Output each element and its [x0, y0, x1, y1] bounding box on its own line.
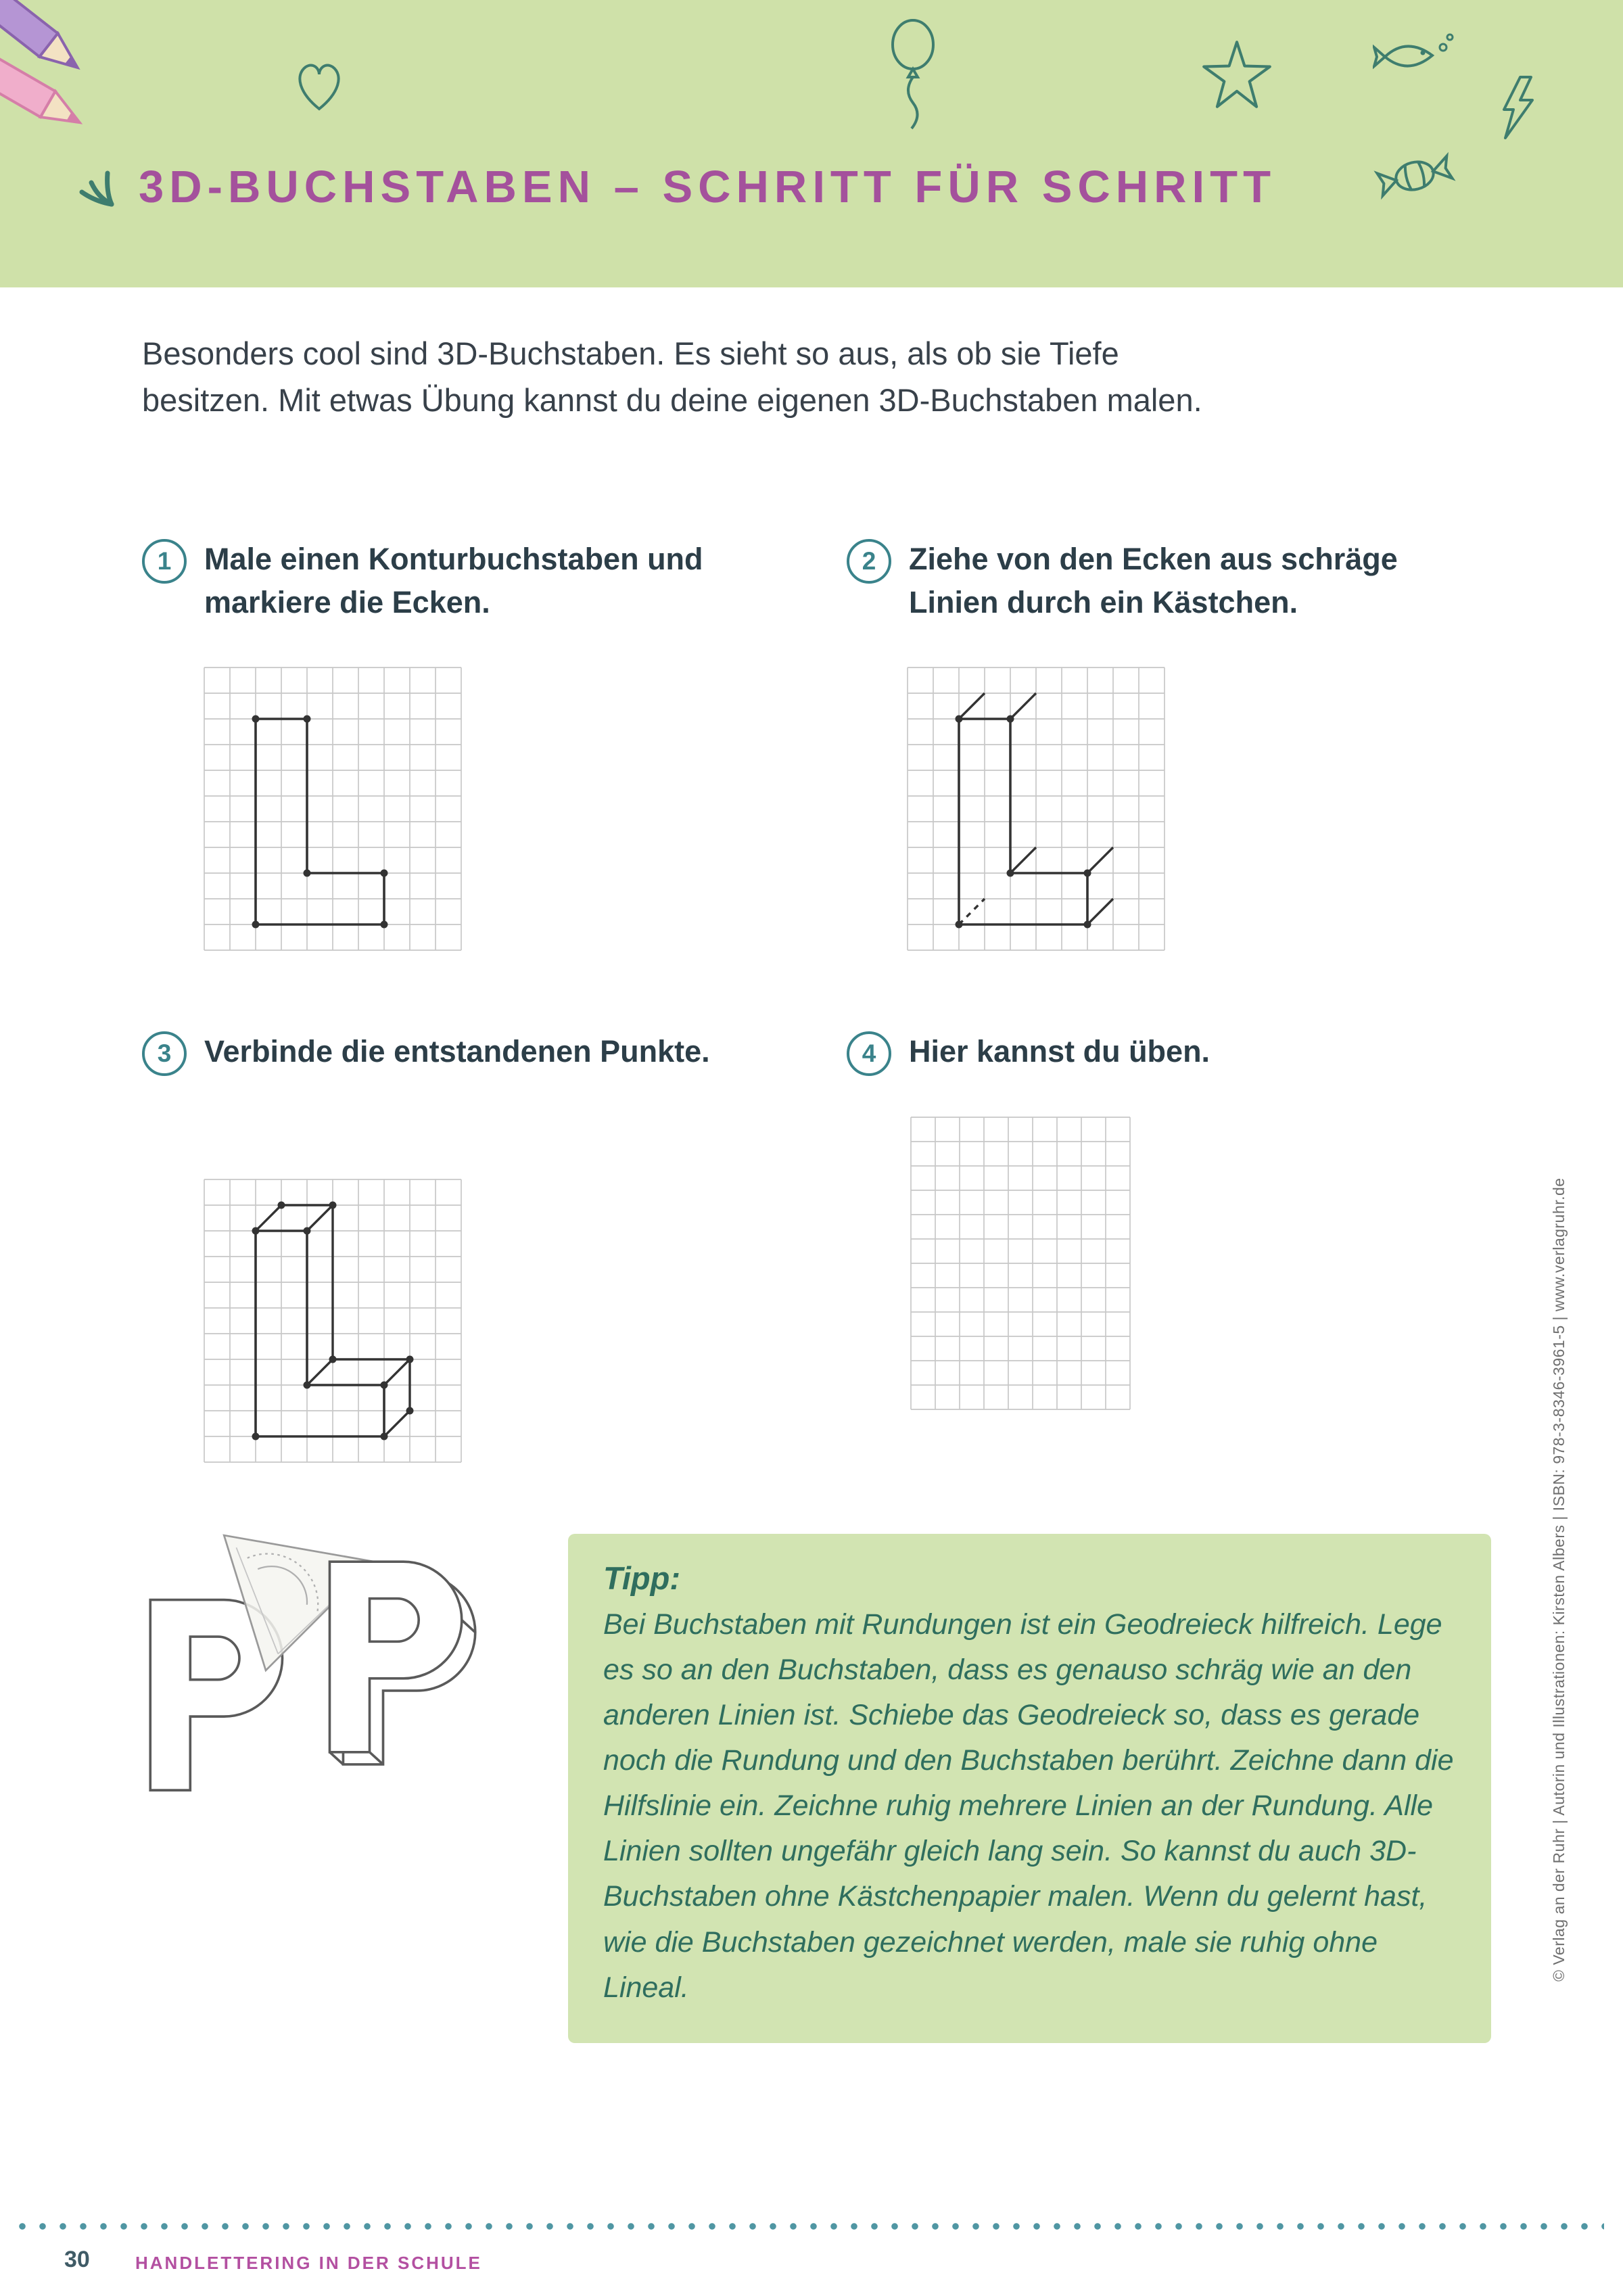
step-4 — [847, 1030, 1210, 1076]
tip-box — [568, 1534, 1491, 2043]
lightning-icon — [1500, 76, 1537, 140]
candy-icon — [1369, 147, 1461, 205]
step-3-text: Verbinde die entstandenen Punkte. — [204, 1034, 710, 1069]
step-2-text: Ziehe von den Ecken aus schräge Linien durch ein Kästchen. — [909, 542, 1398, 620]
sparkle-icon — [71, 157, 124, 216]
intro-text: Besonders cool sind 3D-Buchstaben. Es sieht so aus, als ob sie Tiefe besitzen. Mit etwas Übung kannst du deine eigenen 3D-Buchstaben malen. — [142, 335, 1202, 419]
header-band — [0, 0, 1623, 287]
balloon-icon — [879, 12, 954, 134]
step-1-number: 1 — [142, 539, 187, 584]
star-icon — [1200, 39, 1273, 110]
fish-icon — [1373, 28, 1457, 83]
tip-text: Bei Buchstaben mit Rundungen ist ein Geodreieck hilfreich. Lege es so an den Buchstaben, dass es genauso schräg wie an den anderen Linien ist. Schiebe das Geodreieck so, dass es gerade noch die Rundung und den Buchstaben berührt. Zeichne dann die Hilfslinie ein. Zeichne ruhig mehrere Linien an der Rundung. Alle Linien sollten ungefähr gleich lang sein. So kannst du auch 3D-Buchstaben ohne Kästchenpapier malen. Wenn du gelernt hast, wie die Buchstaben gezeichnet werden, male sie ruhig ohne Lineal. — [603, 1608, 1454, 2004]
heart-icon — [291, 57, 348, 115]
step-3-number: 3 — [142, 1031, 187, 1076]
figure-step-3-grid — [203, 1178, 463, 1467]
colored-pencils-illustration — [0, 0, 243, 156]
figure-step-1-grid — [203, 666, 463, 955]
step-2 — [847, 538, 1450, 625]
practice-grid — [910, 1116, 1131, 1414]
footer-series-title: HANDLETTERING IN DER SCHULE — [135, 2253, 482, 2273]
footer-divider — [19, 2223, 1604, 2230]
step-1 — [142, 538, 745, 625]
figure-step-2-grid — [906, 666, 1166, 955]
page-number: 30 — [64, 2247, 90, 2272]
tip-label: Tipp: — [603, 1560, 680, 1596]
step-3 — [142, 1030, 710, 1076]
step-4-text: Hier kannst du üben. — [909, 1034, 1210, 1069]
step-1-text: Male einen Konturbuchstaben und markiere die Ecken. — [204, 542, 703, 620]
step-2-number: 2 — [847, 539, 891, 584]
p-3d-letter — [329, 1562, 475, 1764]
p-letters-illustration — [132, 1522, 500, 1819]
title-row — [71, 157, 1276, 216]
step-4-number: 4 — [847, 1031, 891, 1076]
page-title: 3D-BUCHSTABEN – SCHRITT FÜR SCHRITT — [139, 161, 1277, 212]
copyright-sidebar-text: © Verlag an der Ruhr | Autorin und Illustrationen: Kirsten Albers | ISBN: 978-3-8346-3961-5 | www.verlagruhr.de — [1550, 1177, 1568, 1982]
